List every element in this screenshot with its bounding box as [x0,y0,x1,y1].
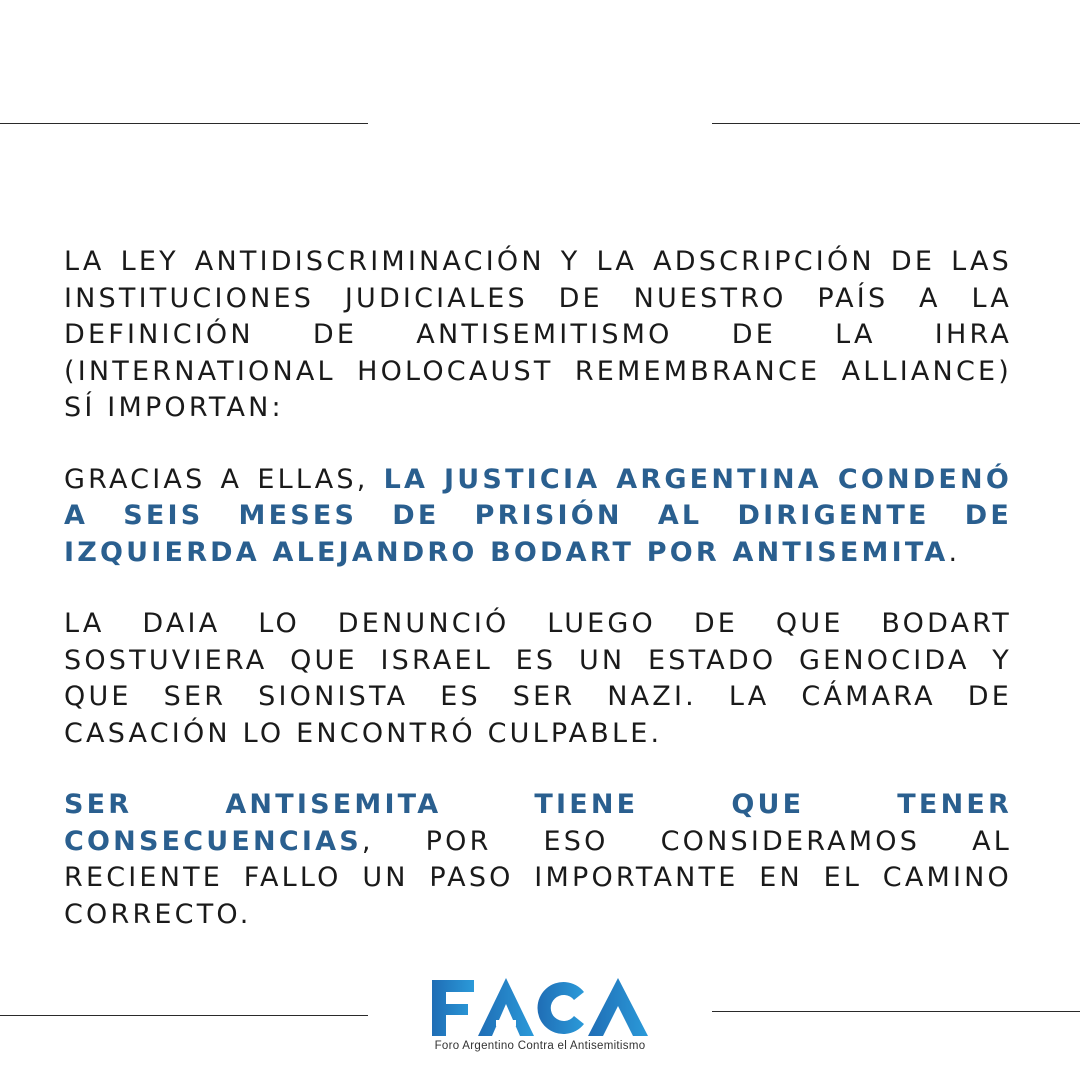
faca-logo [426,972,654,1062]
paragraph-4-rest: , POR ESO CONSIDERAMOS AL RECIENTE FALLO UN PASO IMPORTANTE EN EL CAMINO CORRECTO. [64,825,1012,930]
divider-bottom-left [0,1015,368,1016]
paragraph-1: LA LEY ANTIDISCRIMINACIÓN Y LA ADSCRIPCIÓN DE LAS INSTITUCIONES JUDICIALES DE NUESTRO PAÍS A LA DEFINICIÓN DE ANTISEMITISMO DE LA IHRA (INTERNATIONAL HOLOCAUST REMEMBRANCE ALLIANCE) SÍ IMPORTAN: [64,246,1012,423]
logo-tagline: Foro Argentino Contra el Antisemitismo [434,1040,646,1052]
statement-text [64,244,1012,968]
faca-wordmark-logo [426,972,654,1040]
logo-letter-a-1 [478,978,534,1036]
paragraph-2 [64,462,1012,572]
paragraph-2-end: . [948,536,961,568]
paragraph-2-intro: GRACIAS A ELLAS, [64,463,384,495]
logo-letter-f [432,980,474,1036]
divider-bottom-right [712,1011,1080,1012]
paragraph-2-highlight: LA JUSTICIA ARGENTINA CONDENÓ A SEIS MESES DE PRISIÓN AL DIRIGENTE DE IZQUIERDA ALEJANDRO BODART POR ANTISEMITA [64,463,1012,568]
logo-letter-a-2 [588,978,648,1036]
logo-letter-c [538,982,584,1034]
paragraph-4 [64,787,1012,933]
paragraph-4-highlight: SER ANTISEMITA TIENE QUE TENER CONSECUENCIAS [64,789,1012,857]
divider-top-left [0,123,368,124]
divider-top-right [712,123,1080,124]
paragraph-3: LA DAIA LO DENUNCIÓ LUEGO DE QUE BODART SOSTUVIERA QUE ISRAEL ES UN ESTADO GENOCIDA Y QUE SER SIONISTA ES SER NAZI. LA CÁMARA DE CASACIÓN LO ENCONTRÓ CULPABLE. [64,608,1012,749]
